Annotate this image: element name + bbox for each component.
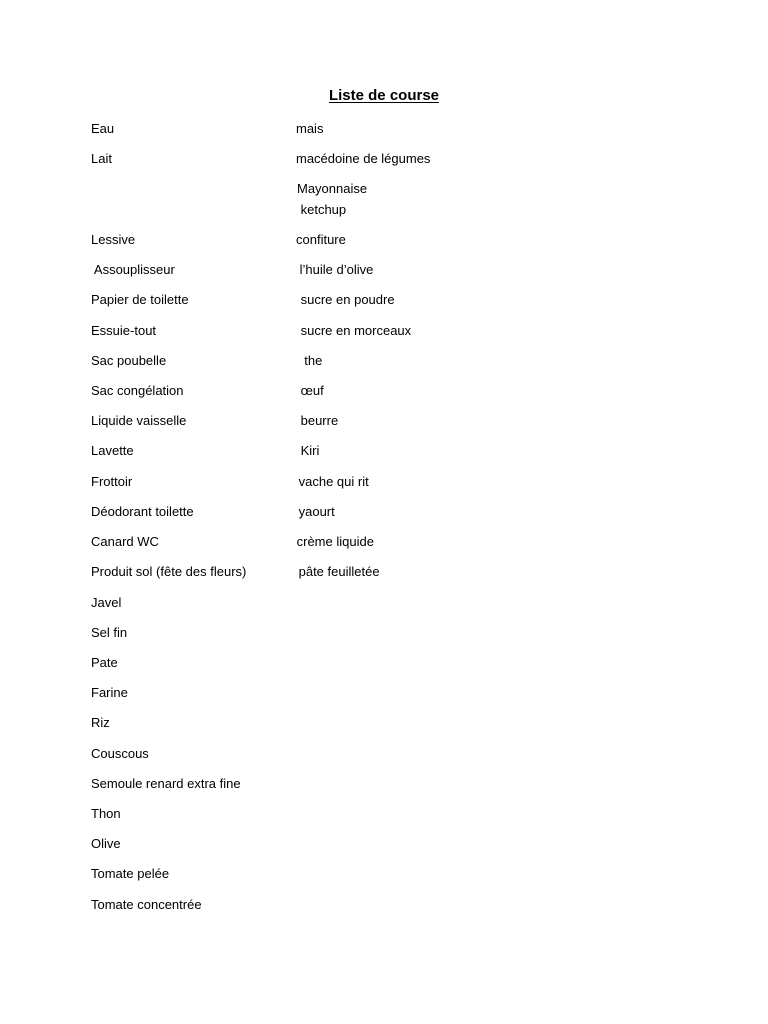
- list-item: Produit sol (fête des fleurs): [91, 564, 247, 579]
- list-item: Kiri: [297, 443, 320, 458]
- list-item: Canard WC: [91, 534, 159, 549]
- list-item: Assouplisseur: [91, 262, 175, 277]
- list-item: Pate: [91, 655, 118, 670]
- list-item: Semoule renard extra fine: [91, 776, 241, 791]
- list-item: Tomate concentrée: [91, 897, 202, 912]
- list-item: Farine: [91, 685, 128, 700]
- list-item: Frottoir: [91, 474, 133, 489]
- list-item: yaourt: [295, 504, 335, 519]
- list-item: Sac congélation: [91, 383, 184, 398]
- list-item: Thon: [91, 806, 121, 821]
- list-item: Sac poubelle: [91, 353, 167, 368]
- list-item: the: [297, 353, 323, 368]
- list-item: Sel fin: [91, 625, 128, 640]
- list-item: ketchup: [297, 202, 347, 217]
- list-item: Liquide vaisselle: [91, 413, 187, 428]
- list-item: beurre: [297, 413, 339, 428]
- document-title-text: Liste de course: [328, 87, 440, 104]
- list-item: Mayonnaise: [297, 181, 368, 196]
- list-item: Lavette: [91, 443, 134, 458]
- list-item: Tomate pelée: [91, 866, 170, 881]
- list-item: Déodorant toilette: [91, 504, 194, 519]
- list-item: Couscous: [91, 746, 149, 761]
- list-item: vache qui rit: [295, 474, 369, 489]
- list-item: macédoine de légumes: [296, 151, 431, 166]
- list-item: Olive: [91, 836, 121, 851]
- list-item: crème liquide: [293, 534, 374, 549]
- list-item: confiture: [296, 232, 346, 247]
- list-item: Essuie-tout: [91, 323, 157, 338]
- list-item: Lessive: [91, 232, 136, 247]
- list-item: Papier de toilette: [91, 292, 189, 307]
- list-item: pâte feuilletée: [295, 564, 380, 579]
- list-item: l’huile d’olive: [296, 262, 374, 277]
- list-item: sucre en poudre: [297, 292, 395, 307]
- list-item: Eau: [91, 121, 115, 136]
- list-item: Lait: [91, 151, 112, 166]
- list-item: sucre en morceaux: [297, 323, 412, 338]
- list-item: œuf: [297, 383, 324, 398]
- list-item: Javel: [91, 595, 122, 610]
- list-item: Riz: [91, 715, 110, 730]
- list-item: mais: [296, 121, 324, 136]
